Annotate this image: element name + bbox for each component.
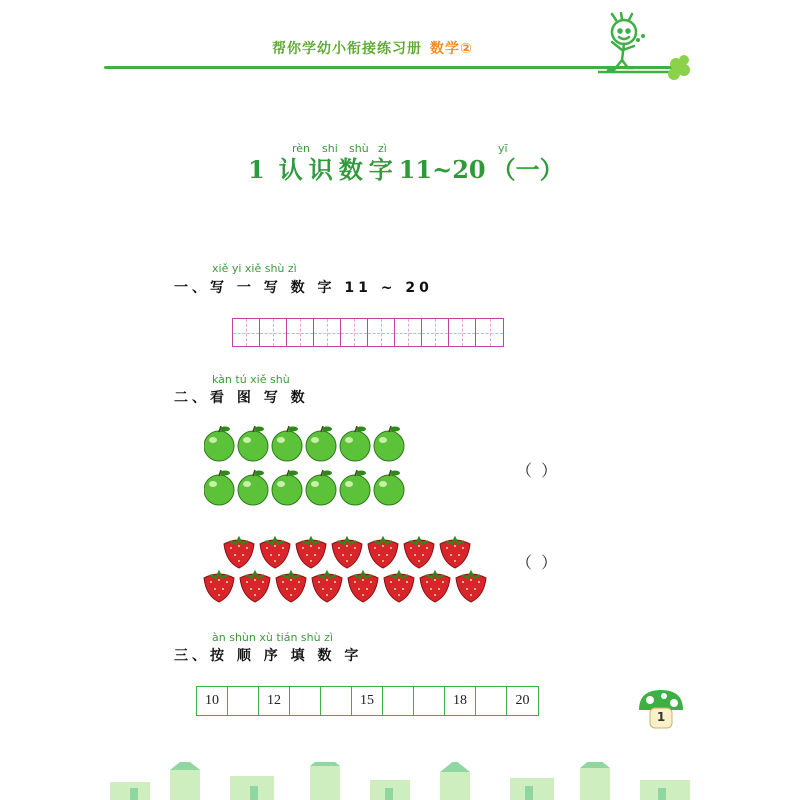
title-pinyin-yi: yī bbox=[498, 142, 508, 155]
writing-cell[interactable] bbox=[422, 319, 449, 346]
sequence-cell-given: 12 bbox=[259, 687, 290, 715]
sequence-cell-given: 15 bbox=[352, 687, 383, 715]
strawberry-icon bbox=[420, 572, 450, 602]
houses-footer-decoration bbox=[110, 762, 700, 800]
writing-cell[interactable] bbox=[233, 319, 260, 346]
sequence-cell-given: 10 bbox=[197, 687, 228, 715]
title-pinyin-shi: shi bbox=[322, 142, 338, 155]
apple-icon bbox=[238, 426, 268, 461]
section2-text: 看 图 写 数 bbox=[210, 390, 309, 406]
writing-cell[interactable] bbox=[287, 319, 314, 346]
book-title: 帮你学幼小衔接练习册 bbox=[272, 41, 422, 57]
writing-cell[interactable] bbox=[395, 319, 422, 346]
apple-icon bbox=[204, 426, 234, 461]
strawberry-icon bbox=[384, 572, 414, 602]
apple-icon bbox=[340, 470, 370, 505]
header-divider bbox=[104, 66, 684, 69]
apple-icon bbox=[374, 470, 404, 505]
header-title bbox=[272, 38, 473, 58]
title-paren-close: ） bbox=[539, 155, 564, 184]
apple-icon bbox=[272, 426, 302, 461]
strawberry-icon bbox=[224, 538, 254, 568]
strawberry-icon bbox=[260, 538, 290, 568]
strawberry-icon bbox=[296, 538, 326, 568]
writing-cell[interactable] bbox=[341, 319, 368, 346]
section1-pinyin: xiě yi xiě shù zì bbox=[212, 262, 297, 275]
title-char-shu: 数 bbox=[338, 155, 363, 184]
writing-cell[interactable] bbox=[476, 319, 503, 346]
title-pinyin-shu: shù bbox=[349, 142, 369, 155]
writing-cell[interactable] bbox=[368, 319, 395, 346]
section3-text: 按 顺 序 填 数 字 bbox=[210, 648, 363, 664]
strawberry-picture bbox=[200, 536, 500, 606]
strawberry-icon bbox=[276, 572, 306, 602]
section1-prefix: 一、 bbox=[174, 280, 210, 296]
apple-icon bbox=[306, 470, 336, 505]
apple-icon bbox=[204, 470, 234, 505]
lesson-number: 1 bbox=[248, 155, 265, 184]
sequence-table bbox=[196, 686, 539, 716]
title-char-shi: 识 bbox=[308, 155, 333, 184]
section1-title bbox=[174, 277, 433, 297]
sequence-cell-given: 18 bbox=[445, 687, 476, 715]
sequence-cell-given: 20 bbox=[515, 693, 530, 708]
writing-grid bbox=[232, 318, 504, 347]
writing-cell[interactable] bbox=[260, 319, 287, 346]
sequence-cell-blank[interactable] bbox=[414, 687, 445, 715]
strawberry-icon bbox=[368, 538, 398, 568]
lesson-title bbox=[248, 150, 570, 185]
strawberry-icon bbox=[240, 572, 270, 602]
title-pinyin-zi: zì bbox=[378, 142, 387, 155]
sequence-cell-blank[interactable] bbox=[290, 687, 321, 715]
sequence-cell-blank[interactable] bbox=[476, 687, 507, 715]
strawberry-icon bbox=[332, 538, 362, 568]
subject-label: 数学② bbox=[430, 41, 473, 57]
title-paren-char: 一 bbox=[515, 155, 540, 184]
section1-text: 写 一 写 数 字 11 ~ 20 bbox=[210, 280, 433, 296]
section3-title bbox=[174, 645, 362, 665]
title-range: 11~20 bbox=[398, 155, 486, 184]
apple-icon bbox=[238, 470, 268, 505]
section3-pinyin: àn shùn xù tián shù zì bbox=[212, 631, 333, 644]
title-char-zi: 字 bbox=[368, 155, 393, 184]
title-pinyin-ren: rèn bbox=[292, 142, 311, 155]
strawberry-answer-blank[interactable]: （ ） bbox=[516, 553, 560, 572]
apple-icon bbox=[306, 426, 336, 461]
apple-icon bbox=[272, 470, 302, 505]
section2-title bbox=[174, 387, 309, 407]
strawberry-icon bbox=[312, 572, 342, 602]
apple-icon bbox=[340, 426, 370, 461]
sequence-cell-blank[interactable] bbox=[321, 687, 352, 715]
apple-icon bbox=[374, 426, 404, 461]
apple-picture bbox=[204, 426, 414, 516]
title-char-ren: 认 bbox=[278, 155, 303, 184]
section3-prefix: 三、 bbox=[174, 648, 210, 664]
strawberry-icon bbox=[204, 572, 234, 602]
page-number: 1 bbox=[656, 710, 666, 724]
writing-cell[interactable] bbox=[314, 319, 341, 346]
strawberry-icon bbox=[440, 538, 470, 568]
strawberry-icon bbox=[404, 538, 434, 568]
sequence-cell-blank[interactable] bbox=[228, 687, 259, 715]
section2-prefix: 二、 bbox=[174, 390, 210, 406]
writing-cell[interactable] bbox=[449, 319, 476, 346]
title-paren-open: （ bbox=[491, 155, 516, 184]
cartoon-boy-icon bbox=[598, 12, 692, 80]
sequence-cell-blank[interactable] bbox=[383, 687, 414, 715]
strawberry-icon bbox=[348, 572, 378, 602]
strawberry-icon bbox=[456, 572, 486, 602]
section2-pinyin: kàn tú xiě shù bbox=[212, 373, 290, 386]
apple-answer-blank[interactable]: （ ） bbox=[516, 461, 560, 480]
